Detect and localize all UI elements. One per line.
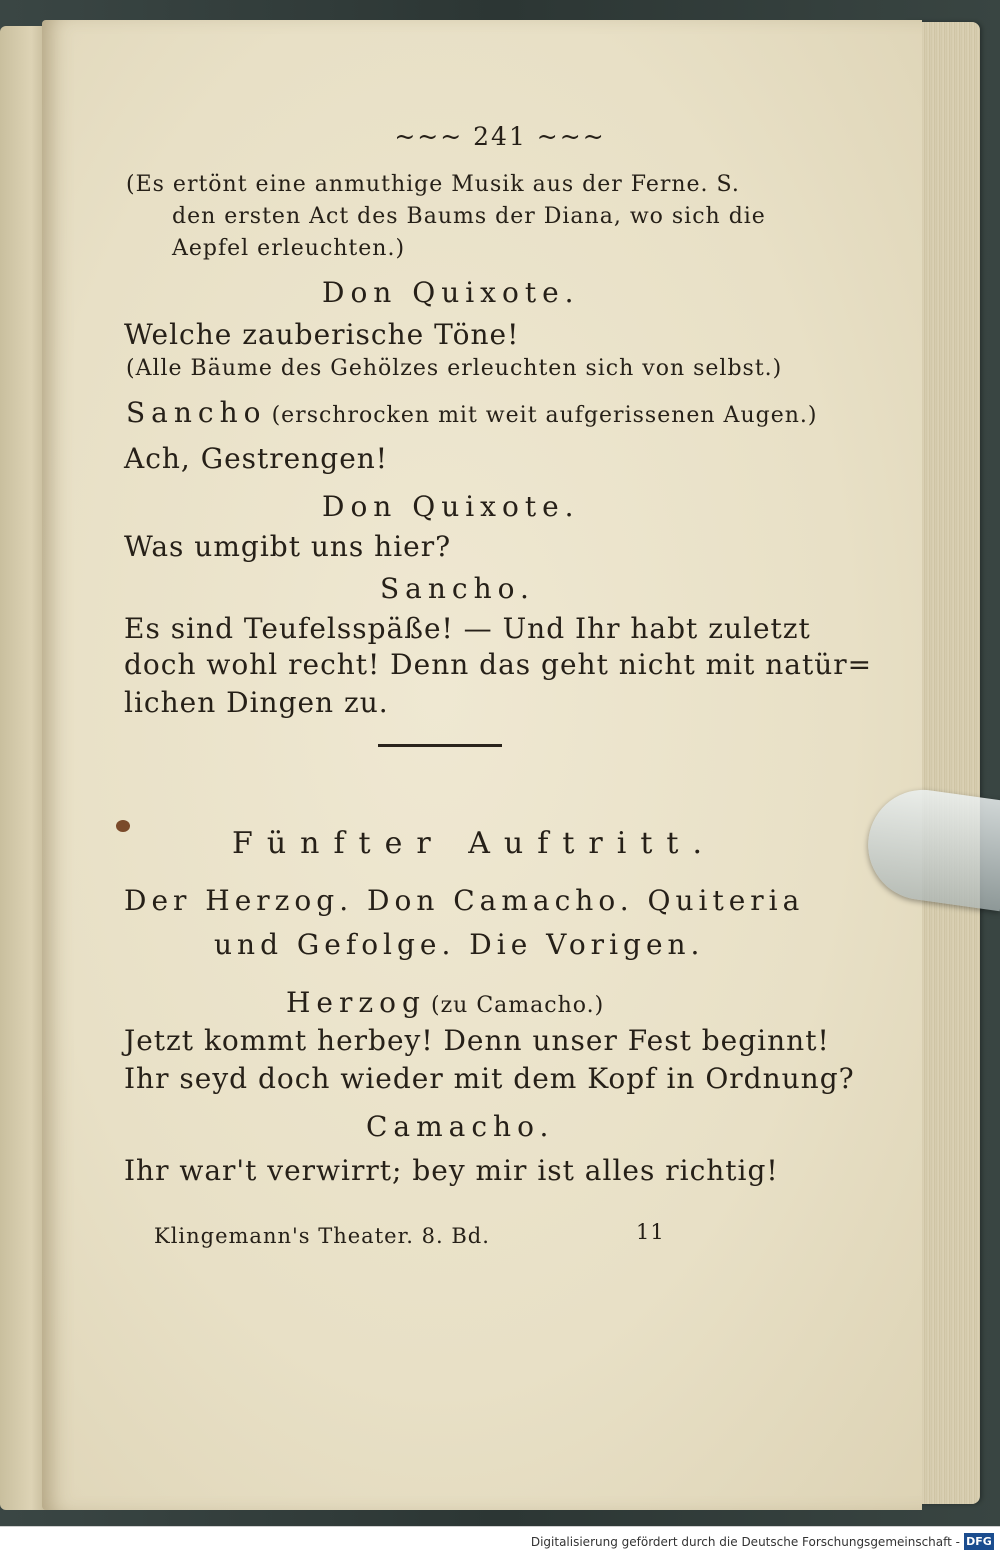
speaker-with-direction [286,986,604,1019]
paper-stain [116,820,130,832]
dialogue-line: Welche zauberische Töne! [124,318,520,351]
stage-direction: (erschrocken mit weit aufgerissenen Augen.) [271,403,818,428]
page-number: ~~~ 241 ~~~ [394,122,606,151]
dialogue-line: Jetzt kommt herbey! Denn unser Fest beginnt! [124,1024,830,1057]
dialogue-line: Ihr war't verwirrt; bey mir ist alles richtig! [124,1154,779,1187]
scene-cast-line: Der Herzog. Don Camacho. Quiteria [124,884,805,917]
dialogue-line: Es sind Teufelsspäße! — Und Ihr habt zuletzt [124,612,811,645]
scene-heading: Fünfter Auftritt. [232,826,716,861]
stage-direction-line: (Alle Bäume des Gehölzes erleuchten sich von selbst.) [126,356,783,381]
speaker-name: Herzog [286,986,426,1019]
stage-direction: (zu Camacho.) [431,993,605,1018]
funding-banner [0,1526,1000,1557]
dfg-logo[interactable]: DFG [964,1533,994,1550]
stage-direction-line: (Es ertönt eine anmuthige Musik aus der Ferne. S. [126,172,740,197]
dialogue-line: Ihr seyd doch wieder mit dem Kopf in Ordnung? [124,1062,855,1095]
banner-text: Digitalisierung gefördert durch die Deutsche Forschungsgemeinschaft - [530,1535,960,1549]
section-divider [378,744,502,747]
speaker-name: Don Quixote. [322,276,580,309]
scene-cast-line: und Gefolge. Die Vorigen. [214,928,705,961]
footer-signature: Klingemann's Theater. 8. Bd. [154,1224,490,1248]
footer-sheet-number: 11 [636,1220,665,1244]
speaker-with-direction [126,396,817,429]
dialogue-line: lichen Dingen zu. [124,686,389,719]
stage-direction-line: Aepfel erleuchten.) [172,236,406,261]
speaker-name: Sancho [126,396,267,429]
speaker-name: Sancho. [380,572,535,605]
dialogue-line: Was umgibt uns hier? [124,530,452,563]
speaker-name: Camacho. [366,1110,555,1143]
speaker-name: Don Quixote. [322,490,580,523]
stage-direction-line: den ersten Act des Baums der Diana, wo sich die [172,204,766,229]
dialogue-line: Ach, Gestrengen! [124,442,389,475]
dialogue-line: doch wohl recht! Denn das geht nicht mit natür= [124,648,873,681]
